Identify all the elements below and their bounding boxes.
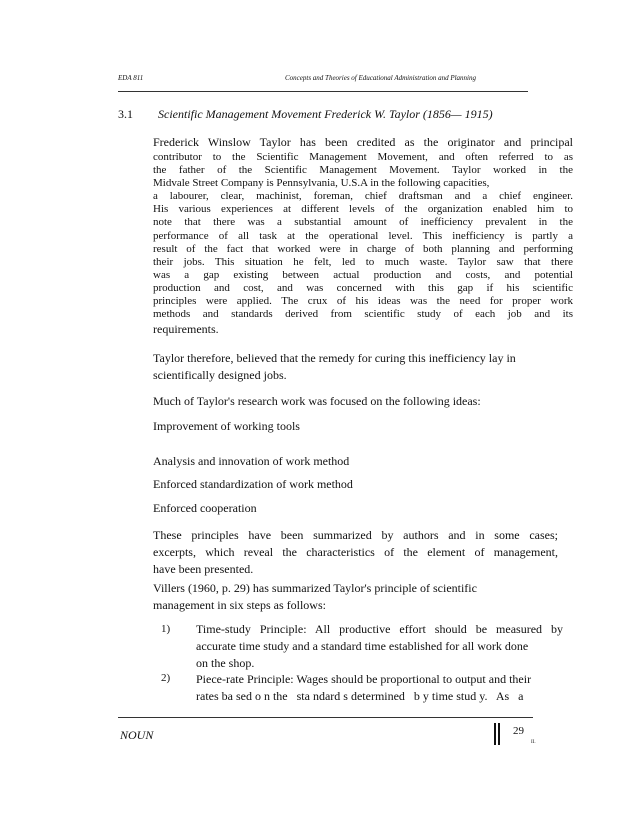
text-line: excerpts, which reveal the characteristics of the element of management, [153,545,558,559]
text-line: a labourer, clear, machinist, foreman, chief draftsman and a chief engineer. [153,190,573,203]
text-line: accurate time study and a standard time established for all work done [196,639,529,653]
text-line: methods and standards derived from scientific study of each job and its [153,308,573,321]
text-line: performance of all task at the operational level. This inefficiency is partly a [153,229,573,242]
text-line: Villers (1960, p. 29) has summarized Taylor's principle of scientific [153,581,477,595]
text-line: Frederick Winslow Taylor has been credited as the originator and principal [153,135,573,149]
text-line: Piece-rate Principle: Wages should be proportional to output and their [196,672,532,686]
footer-rule [118,717,533,718]
text-line: on the shop. [196,656,255,670]
text-line: principles were applied. The crux of his ideas was the need for proper work [153,295,573,308]
text-line: These principles have been summarized by authors and in some cases; [153,528,558,542]
text-line: requirements. [153,322,219,337]
text-line: result of the fact that worked were in charge of both planning and performing [153,242,573,255]
page-number: 29 [513,725,524,737]
section-number: 3.1 [118,107,133,121]
text-line: scientifically designed jobs. [153,368,287,382]
text-line: Time-study Principle: All productive effort should be measured by [196,622,563,636]
header-rule [118,91,528,92]
text-line: Taylor therefore, believed that the remedy for curing this inefficiency lay in [153,351,516,365]
text-line: contributor to the Scientific Management Movement, and often referred to as [153,151,573,163]
step-text [196,671,531,705]
paragraph-research-focus: Much of Taylor's research work was focused on the following ideas: [153,394,481,408]
paragraph-remedy [153,350,573,384]
paragraph-principles-summary [153,527,558,578]
page-mark: II. [531,740,536,745]
text-line: Midvale Street Company is Pennsylvania, U.S.A in the following capacities, [153,177,490,190]
text-line: note that there was a substantial amount of inefficiency prevalent in the [153,216,573,229]
text-line: the father of the Scientific Management Movement. Taylor worked in the [153,164,573,177]
text-line: production and cost, and was concerned with this gap if his scientific [153,281,573,294]
paragraph-taylor-intro [153,133,573,338]
idea-item: Enforced standardization of work method [153,477,353,491]
text-line: His various experiences at different levels of the organization enabled him to [153,203,573,216]
idea-item: Analysis and innovation of work method [153,454,350,468]
text-line: management in six steps as follows: [153,598,326,612]
step-text [196,621,563,672]
idea-item: Improvement of working tools [153,419,300,433]
footer-organization: NOUN [120,728,154,742]
text-line: have been presented. [153,562,254,576]
footer-double-bar [494,723,500,745]
running-header-title: Concepts and Theories of Educational Administration and Planning [285,74,477,82]
step-number: 2) [161,672,171,684]
text-line: was a gap existing between actual production and costs, and potential [153,268,573,281]
text-line: their jobs. This situation he felt, led to much waste. Taylor saw that there [153,255,573,268]
text-line: rates ba sed o n the sta ndard s determined b y time stud y. As a [196,689,524,703]
step-number: 1) [161,623,171,635]
paragraph-villers [153,580,573,614]
section-title: Scientific Management Movement Frederick W. Taylor (1856— 1915) [158,107,493,121]
running-header-code: EDA 811 [118,74,144,82]
idea-item: Enforced cooperation [153,501,257,515]
